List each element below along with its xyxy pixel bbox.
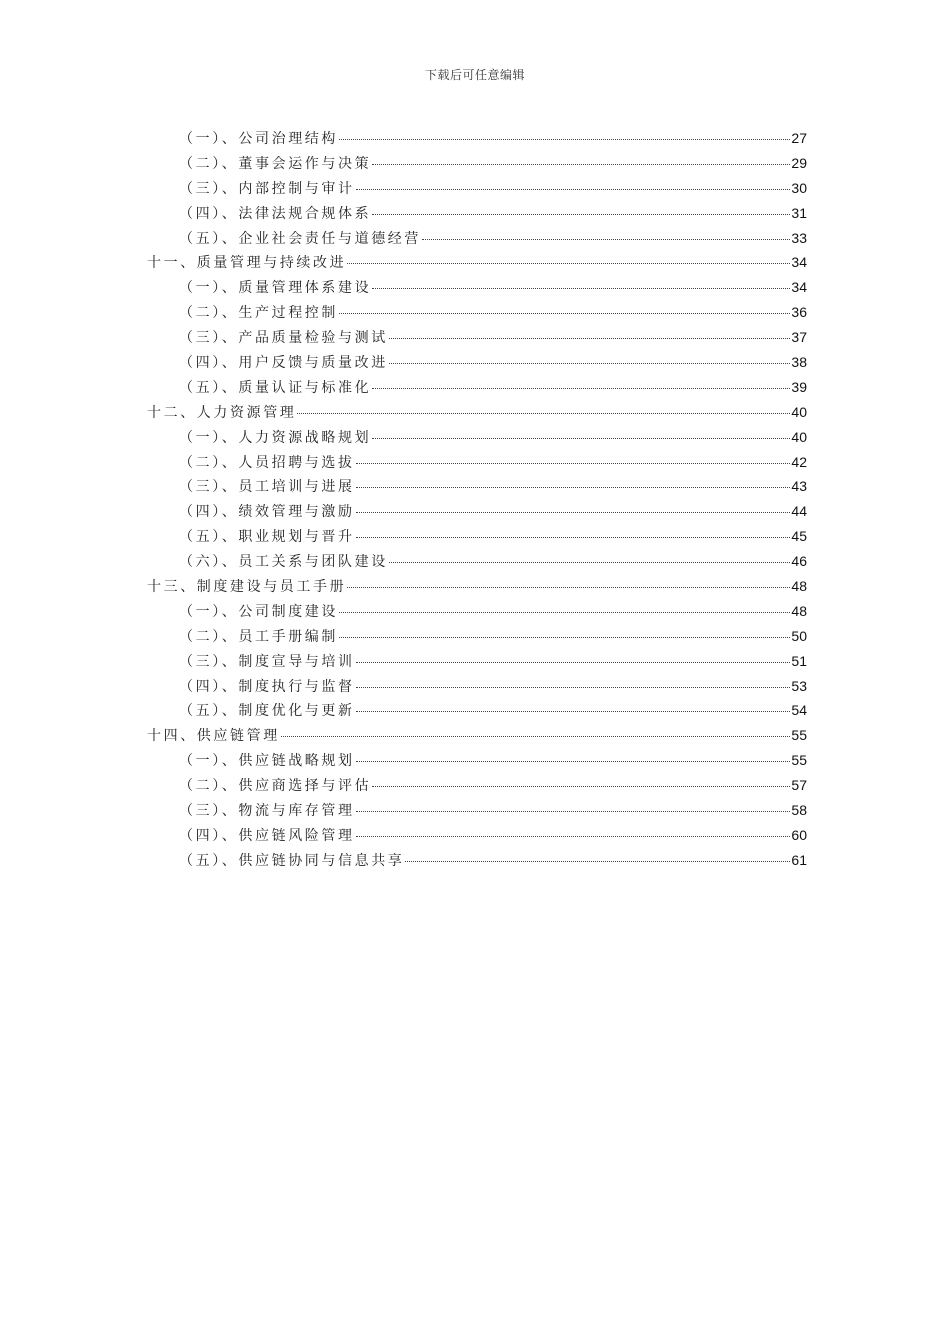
toc-entry-page-number: 34 [791,279,807,296]
toc-entry-page-number: 45 [791,528,807,545]
toc-section-entry[interactable] [147,425,807,450]
toc-section-entry[interactable] [147,698,807,723]
toc-entry-page-number: 39 [791,378,807,395]
toc-entry-title: （二）、员工手册编制 [179,628,338,645]
toc-entry-title: （一）、人力资源战略规划 [179,429,372,446]
toc-dot-leader [389,562,791,563]
toc-section-entry[interactable] [147,624,807,649]
toc-entry-title: （一）、公司制度建设 [179,603,338,620]
toc-entry-title: （四）、绩效管理与激励 [179,504,355,521]
toc-entry-title: （三）、制度宣导与培训 [179,653,355,670]
toc-entry-page-number: 44 [791,503,807,520]
toc-section-entry[interactable] [147,798,807,823]
toc-dot-leader [372,388,790,389]
toc-section-entry[interactable] [147,275,807,300]
toc-entry-title: （五）、质量认证与标准化 [179,379,372,396]
toc-entry-title: （四）、制度执行与监督 [179,678,355,695]
toc-section-entry[interactable] [147,375,807,400]
toc-entry-title: （一）、公司治理结构 [179,131,338,147]
toc-entry-page-number: 33 [791,229,807,246]
toc-section-entry[interactable] [147,151,807,176]
toc-dot-leader [356,512,791,513]
toc-section-entry[interactable] [147,350,807,375]
toc-dot-leader [356,662,791,663]
toc-dot-leader [372,438,790,439]
toc-entry-title: （六）、员工关系与团队建设 [179,554,388,571]
toc-chapter-entry[interactable] [147,400,807,425]
toc-dot-leader [339,139,790,140]
toc-dot-leader [356,711,791,712]
toc-section-entry[interactable] [147,450,807,475]
toc-entry-title: 十三、制度建设与员工手册 [147,579,347,596]
toc-entry-page-number: 46 [791,553,807,570]
toc-entry-title: （五）、企业社会责任与道德经营 [179,230,421,247]
toc-entry-page-number: 40 [791,428,807,445]
toc-entry-title: （四）、用户反馈与质量改进 [179,355,388,372]
toc-entry-page-number: 42 [791,453,807,470]
toc-dot-leader [356,811,791,812]
toc-entry-page-number: 61 [791,851,807,868]
toc-dot-leader [422,239,790,240]
toc-entry-page-number: 34 [791,254,807,271]
toc-section-entry[interactable] [147,524,807,549]
toc-entry-title: （三）、内部控制与审计 [179,180,355,197]
toc-dot-leader [372,288,790,289]
toc-entry-title: （二）、生产过程控制 [179,305,338,322]
toc-dot-leader [339,637,790,638]
toc-dot-leader [297,413,790,414]
toc-chapter-entry[interactable] [147,250,807,275]
toc-entry-title: （三）、物流与库存管理 [179,803,355,820]
toc-dot-leader [356,836,791,837]
toc-entry-page-number: 38 [791,354,807,371]
toc-entry-page-number: 54 [791,702,807,719]
toc-section-entry[interactable] [147,201,807,226]
toc-dot-leader [339,313,790,314]
toc-section-entry[interactable] [147,325,807,350]
toc-section-entry[interactable] [147,674,807,699]
toc-section-entry[interactable] [147,823,807,848]
toc-entry-title: （五）、职业规划与晋升 [179,529,355,546]
toc-section-entry[interactable] [147,773,807,798]
toc-dot-leader [356,761,791,762]
toc-dot-leader [356,687,791,688]
toc-dot-leader [389,338,791,339]
toc-dot-leader [356,463,791,464]
table-of-contents [147,126,807,873]
toc-entry-title: （二）、供应商选择与评估 [179,778,372,795]
toc-entry-title: （一）、质量管理体系建设 [179,280,372,297]
toc-chapter-entry[interactable] [147,574,807,599]
toc-section-entry[interactable] [147,649,807,674]
toc-dot-leader [389,363,791,364]
toc-entry-title: （三）、员工培训与进展 [179,479,355,496]
toc-entry-title: （五）、制度优化与更新 [179,703,355,720]
toc-dot-leader [347,263,790,264]
toc-section-entry[interactable] [147,126,807,151]
toc-dot-leader [372,164,790,165]
toc-dot-leader [347,587,790,588]
toc-dot-leader [356,537,791,538]
toc-entry-title: （一）、供应链战略规划 [179,753,355,770]
toc-entry-title: 十二、人力资源管理 [147,404,297,421]
toc-section-entry[interactable] [147,748,807,773]
toc-entry-title: （三）、产品质量检验与测试 [179,330,388,347]
toc-section-entry[interactable] [147,549,807,574]
toc-entry-page-number: 31 [791,204,807,221]
toc-section-entry[interactable] [147,226,807,251]
toc-entry-page-number: 51 [791,652,807,669]
toc-dot-leader [281,736,791,737]
toc-entry-title: 十四、供应链管理 [147,728,280,745]
toc-dot-leader [356,189,791,190]
toc-entry-page-number: 58 [791,802,807,819]
toc-dot-leader [356,487,791,488]
page-header: 下载后可任意编辑 [424,68,525,82]
toc-section-entry[interactable] [147,599,807,624]
toc-dot-leader [372,786,790,787]
toc-entry-page-number: 50 [791,627,807,644]
toc-entry-page-number: 55 [791,752,807,769]
toc-entry-page-number: 40 [791,403,807,420]
toc-entry-page-number: 48 [791,602,807,619]
toc-entry-title: 十一、质量管理与持续改进 [147,255,347,272]
toc-dot-leader [372,214,790,215]
toc-entry-title: （二）、人员招聘与选拔 [179,454,355,471]
toc-entry-page-number: 36 [791,304,807,321]
toc-entry-page-number: 27 [791,130,807,146]
toc-section-entry[interactable] [147,176,807,201]
toc-entry-title: （五）、供应链协同与信息共享 [179,852,405,869]
toc-entry-page-number: 30 [791,179,807,196]
toc-section-entry[interactable] [147,499,807,524]
toc-entry-page-number: 53 [791,677,807,694]
toc-entry-page-number: 57 [791,777,807,794]
toc-entry-title: （四）、法律法规合规体系 [179,205,372,222]
toc-entry-page-number: 60 [791,826,807,843]
toc-entry-page-number: 48 [791,578,807,595]
toc-entry-page-number: 37 [791,329,807,346]
toc-entry-title: （四）、供应链风险管理 [179,827,355,844]
toc-dot-leader [405,861,790,862]
toc-chapter-entry[interactable] [147,723,807,748]
toc-entry-page-number: 43 [791,478,807,495]
toc-entry-page-number: 55 [791,727,807,744]
toc-section-entry[interactable] [147,848,807,873]
toc-section-entry[interactable] [147,474,807,499]
toc-section-entry[interactable] [147,300,807,325]
toc-entry-page-number: 29 [791,154,807,171]
toc-entry-title: （二）、董事会运作与决策 [179,155,372,172]
toc-dot-leader [339,612,790,613]
